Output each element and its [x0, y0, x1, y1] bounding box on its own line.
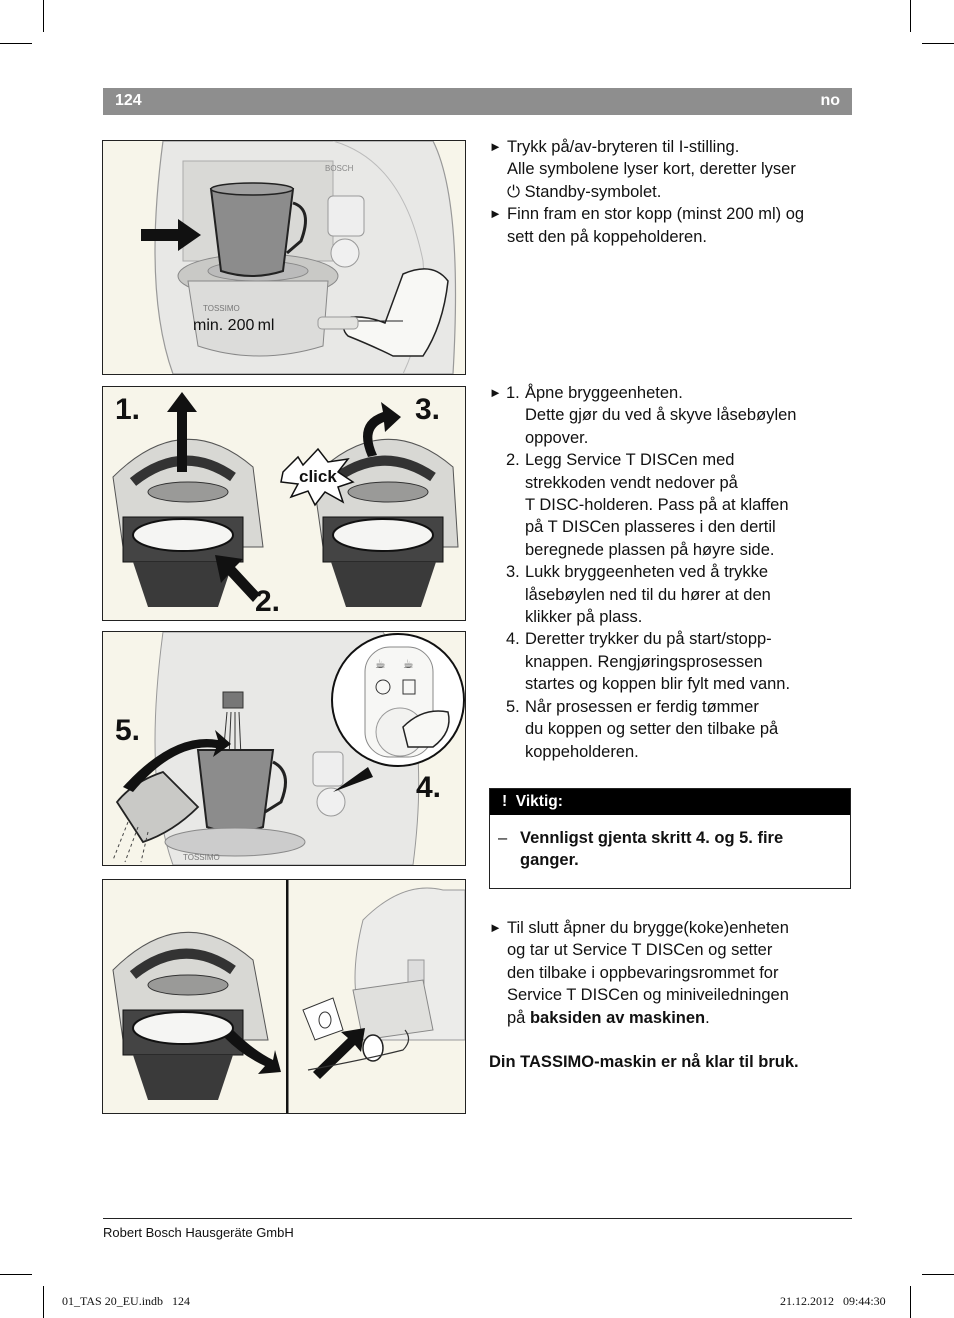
machine-cup-illustration	[103, 141, 465, 374]
arrow-right-icon: ►	[489, 139, 502, 154]
power-icon: ⏻	[507, 181, 521, 201]
step-number-2: 2.	[255, 585, 281, 618]
crop-mark	[922, 43, 954, 44]
svg-text:BOSCH: BOSCH	[325, 164, 354, 173]
numbered-step: 4. Deretter trykker du på start/stopp- knappen. Rengjøringsprosessen startes og koppen blir fylt med vann.	[506, 630, 791, 694]
instruction-bullet: ► Finn fram en stor kopp (minst 200 ml) og sett den på koppeholderen.	[489, 205, 805, 246]
section-store-disc	[489, 917, 851, 1029]
figure-remove-disc	[102, 879, 466, 1114]
numbered-step: 3. Lukk bryggeenheten ved å trykke låsebøylen ned til du hører at den klikker på plass.	[506, 563, 771, 627]
important-title: Viktig:	[515, 793, 563, 810]
numbered-step: 5. Når prosessen er ferdig tømmer du koppen og setter den tilbake på koppeholderen.	[506, 697, 779, 761]
arrow-right-icon: ►	[489, 920, 502, 935]
numbered-step: 2. Legg Service T DISCen med strekkoden vendt nedover på T DISC-holderen. Pass på at klaffen på T DISCen plasseres i den dertil beregnede plassen på høyre side.	[506, 451, 789, 559]
store-disc-illustration	[103, 880, 465, 1113]
page-number: 124	[115, 92, 142, 109]
cleaning-process-illustration	[103, 632, 465, 865]
step-number-3: 3.	[415, 393, 441, 426]
figure-insert-disc	[102, 386, 466, 621]
arrow-right-icon: ►	[489, 206, 502, 222]
svg-text:TOSSIMO: TOSSIMO	[203, 304, 240, 313]
step-number-5: 5.	[115, 714, 141, 747]
important-header	[490, 789, 850, 815]
important-body: – Vennligst gjenta skritt 4. og 5. fire ganger.	[498, 829, 784, 870]
click-label: click	[299, 467, 337, 486]
cup-volume-label: min. 200 ml	[193, 317, 275, 334]
page-header	[103, 88, 852, 115]
instruction-bullet: ► Til slutt åpner du brygge(koke)enheten og tar ut Service T DISCen og setter den tilbake i oppbevaringsrommet for Service T DISCen og miniveiledningen på baksiden av maskinen.	[489, 919, 789, 1027]
svg-text:☕: ☕	[403, 657, 414, 671]
crop-mark	[922, 1274, 954, 1275]
svg-text:☕: ☕	[375, 657, 386, 671]
crop-mark	[43, 0, 44, 32]
arrow-right-icon: ►	[489, 385, 502, 400]
crop-mark	[910, 0, 911, 32]
figure-cleaning	[102, 631, 466, 866]
numbered-step: ► 1. Åpne bryggeenheten. Dette gjør du ved å skyve låsebøylen oppover.	[489, 384, 797, 447]
step-number-4: 4.	[416, 771, 442, 804]
important-notice	[489, 788, 851, 889]
section-cleaning-steps	[489, 382, 851, 763]
crop-mark	[43, 1286, 44, 1318]
instruction-bullet: ► Trykk på/av-bryteren til I-stilling. Alle symbolene lyser kort, deretter lyser ⏻ Standby-symbolet.	[489, 138, 796, 201]
print-slug-file: 01_TAS 20_EU.indb 124	[62, 1294, 191, 1308]
footer-company: Robert Bosch Hausgeräte GmbH	[103, 1225, 294, 1240]
brewing-unit-illustration	[103, 387, 465, 620]
svg-text:TOSSIMO: TOSSIMO	[183, 853, 220, 862]
exclamation-icon: !	[502, 793, 508, 810]
print-slug-date: 21.12.2012 09:44:30	[780, 1294, 886, 1308]
crop-mark	[0, 1274, 32, 1275]
crop-mark	[0, 43, 32, 44]
dash-marker: –	[498, 829, 508, 847]
crop-mark	[910, 1286, 911, 1318]
section-power-on	[489, 136, 851, 248]
closing-statement: Din TASSIMO-maskin er nå klar til bruk.	[489, 1053, 799, 1071]
language-code: no	[820, 92, 840, 109]
footer-divider	[103, 1218, 852, 1219]
step-number-1: 1.	[115, 393, 141, 426]
figure-place-cup	[102, 140, 466, 375]
